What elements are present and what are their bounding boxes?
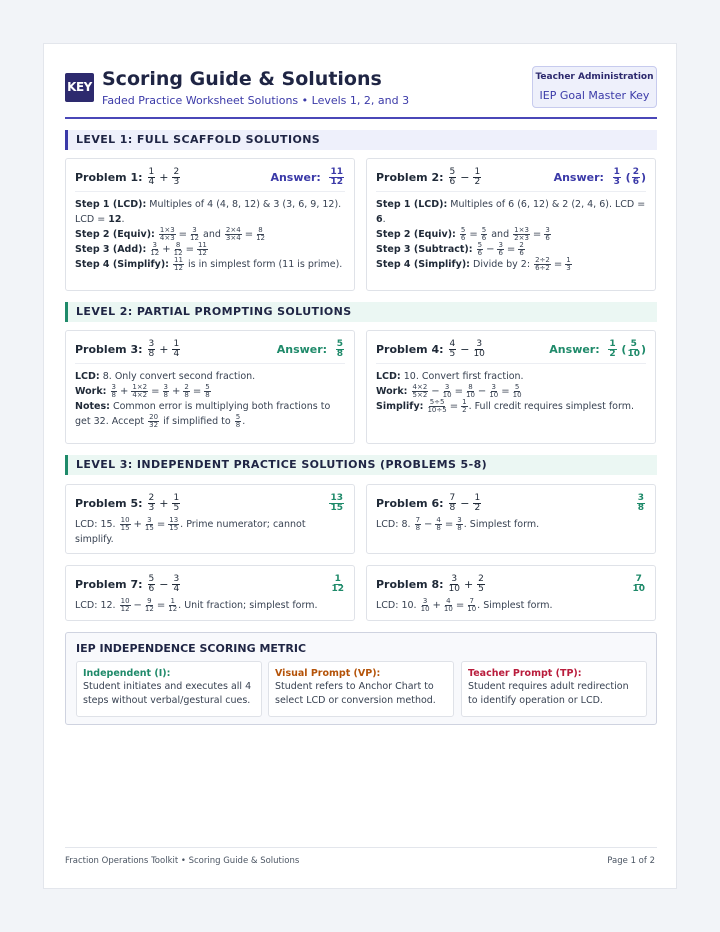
step-1: Step 1 (LCD): Multiples of 4 (4, 8, 12) & 3 (3, 6, 9, 12). LCD = 12. — [75, 199, 342, 225]
work-line: Work: $\frac{4\times 2}{5\times 2}$ − $\frac{3}{10}$ = $\frac{8}{10}$ − $\frac{3}{10}$ = $\frac{5}{10}$ — [376, 383, 522, 399]
answer: Answer: $\frac{5}{8}$ — [276, 338, 343, 359]
section-level-1: LEVEL 1: FULL SCAFFOLD SOLUTIONS — [65, 130, 657, 150]
answer: $\frac{3}{8}$ — [637, 492, 644, 513]
metric-description: Student initiates and executes all 4 steps without verbal/gestural cues. — [83, 681, 252, 706]
problem-expression: $\frac{5}{6}$ − $\frac{1}{2}$ — [449, 166, 481, 187]
metric-teacher-prompt — [461, 661, 647, 717]
problem-label: Problem 5: — [75, 496, 143, 510]
solution-line: LCD: 10. $\frac{3}{10}$ + $\frac{4}{10}$ = $\frac{7}{10}$ . Simplest form. — [376, 597, 553, 613]
problem-7-header — [75, 574, 345, 594]
problem-expression: $\frac{3}{10}$ + $\frac{2}{5}$ — [448, 573, 484, 594]
problem-1-card — [65, 158, 355, 291]
notes-line: Notes: Common error is multiplying both fractions to get 32. Accept $\frac{20}{32}$ if simplified to $\frac{5}{8}$ . — [75, 401, 331, 429]
metric-visual-prompt — [268, 661, 454, 717]
section-level-2: LEVEL 2: PARTIAL PROMPTING SOLUTIONS — [65, 302, 657, 322]
problem-label: Problem 2: — [376, 170, 444, 184]
admin-box — [532, 66, 657, 108]
problem-label: Problem 3: — [75, 342, 143, 356]
footer-left: Fraction Operations Toolkit • Scoring Guide & Solutions — [65, 856, 300, 866]
problem-expression: $\frac{5}{6}$ − $\frac{3}{4}$ — [148, 573, 180, 594]
problem-label: Problem 7: — [75, 577, 143, 591]
page-title: Scoring Guide & Solutions — [102, 68, 382, 90]
key-badge: KEY — [65, 73, 94, 102]
problem-2-card — [366, 158, 656, 291]
problem-expression: $\frac{4}{5}$ − $\frac{3}{10}$ — [449, 338, 485, 359]
metric-label: Visual Prompt (VP): — [275, 668, 381, 679]
step-2: Step 2 (Equiv): $\frac{1\times 3}{4\times 3}$ = $\frac{3}{12}$ and $\frac{2\times 4}{3\times 4}$ = $\frac{8}{12}$ — [75, 226, 265, 242]
problem-4-header — [376, 339, 646, 359]
divider — [376, 191, 646, 192]
metric-description: Student refers to Anchor Chart to select LCD or conversion method. — [275, 681, 436, 706]
divider — [75, 363, 345, 364]
answer: Answer: $\frac{1}{2}$ ( $\frac{5}{10}$ ) — [549, 338, 646, 359]
problem-expression: $\frac{1}{4}$ + $\frac{2}{3}$ — [148, 166, 180, 187]
section-level-3: LEVEL 3: INDEPENDENT PRACTICE SOLUTIONS (PROBLEMS 5-8) — [65, 455, 657, 475]
problem-6-card — [366, 484, 656, 554]
metric-label: Teacher Prompt (TP): — [468, 668, 582, 679]
lcd-line: LCD: 10. Convert first fraction. — [376, 371, 524, 382]
metric-label: Independent (I): — [83, 668, 171, 679]
step-1: Step 1 (LCD): Multiples of 6 (6, 12) & 2 (2, 4, 6). LCD = 6. — [376, 199, 646, 225]
metric-description: Student requires adult redirection to identify operation or LCD. — [468, 681, 629, 706]
divider — [376, 363, 646, 364]
answer: $\frac{1}{12}$ — [331, 573, 344, 594]
problem-3-card — [65, 330, 355, 444]
problem-label: Problem 4: — [376, 342, 444, 356]
simplify-line: Simplify: $\frac{5\div 5}{10\div 5}$ = $\frac{1}{2}$ . Full credit requires simplest form. — [376, 398, 635, 414]
problem-2-header — [376, 167, 646, 187]
problem-5-header — [75, 493, 345, 513]
worksheet-page — [43, 43, 677, 889]
metric-title: IEP INDEPENDENCE SCORING METRIC — [76, 642, 307, 655]
answer: $\frac{7}{10}$ — [632, 573, 645, 594]
problem-6-header — [376, 493, 646, 513]
lcd-line: LCD: 8. Only convert second fraction. — [75, 371, 256, 382]
problem-expression: $\frac{2}{3}$ + $\frac{1}{5}$ — [148, 492, 180, 513]
step-4: Step 4 (Simplify): $\frac{11}{12}$ is in simplest form (11 is prime). — [75, 256, 343, 272]
problem-expression: $\frac{7}{8}$ − $\frac{1}{2}$ — [449, 492, 481, 513]
work-line: Work: $\frac{3}{8}$ + $\frac{1\times 2}{4\times 2}$ = $\frac{3}{8}$ + $\frac{2}{8}$ = $\frac{5}{8}$ — [75, 383, 210, 399]
admin-key-label: IEP Goal Master Key — [539, 89, 650, 102]
problem-8-header — [376, 574, 646, 594]
step-3: Step 3 (Subtract): $\frac{5}{6}$ − $\frac{3}{6}$ = $\frac{2}{6}$ — [376, 241, 524, 257]
problem-7-card — [65, 565, 355, 621]
problem-expression: $\frac{3}{8}$ + $\frac{1}{4}$ — [148, 338, 180, 359]
scoring-metric — [65, 632, 657, 725]
problem-1-header — [75, 167, 345, 187]
footer-divider — [65, 847, 657, 848]
problem-8-card — [366, 565, 656, 621]
answer: Answer: $\frac{11}{12}$ — [270, 166, 343, 187]
divider — [75, 191, 345, 192]
header-divider — [65, 117, 657, 119]
step-4: Step 4 (Simplify): Divide by 2: $\frac{2\div 2}{6\div 2}$ = $\frac{1}{3}$ — [376, 256, 571, 272]
problem-4-card — [366, 330, 656, 444]
page-subtitle: Faded Practice Worksheet Solutions • Levels 1, 2, and 3 — [102, 94, 410, 107]
problem-3-header — [75, 339, 345, 359]
answer: $\frac{13}{15}$ — [330, 492, 343, 513]
page-number: Page 1 of 2 — [607, 856, 655, 866]
problem-label: Problem 6: — [376, 496, 444, 510]
solution-line: LCD: 15. $\frac{10}{15}$ + $\frac{3}{15}$ = $\frac{13}{15}$ . Prime numerator; cannot simplify. — [75, 516, 306, 545]
metric-independent — [76, 661, 262, 717]
problem-label: Problem 8: — [376, 577, 444, 591]
solution-line: LCD: 12. $\frac{10}{12}$ − $\frac{9}{12}$ = $\frac{1}{12}$ . Unit fraction; simplest form. — [75, 597, 318, 613]
admin-label: Teacher Administration — [535, 72, 654, 82]
header — [65, 66, 657, 118]
step-2: Step 2 (Equiv): $\frac{5}{6}$ = $\frac{5}{6}$ and $\frac{1\times 3}{2\times 3}$ = $\frac{3}{6}$ — [376, 226, 550, 242]
step-3: Step 3 (Add): $\frac{3}{12}$ + $\frac{8}{12}$ = $\frac{11}{12}$ — [75, 241, 207, 257]
answer: Answer: $\frac{1}{3}$ ( $\frac{2}{6}$ ) — [553, 166, 646, 187]
solution-line: LCD: 8. $\frac{7}{8}$ − $\frac{4}{8}$ = $\frac{3}{8}$ . Simplest form. — [376, 516, 540, 532]
problem-5-card — [65, 484, 355, 554]
problem-label: Problem 1: — [75, 170, 143, 184]
